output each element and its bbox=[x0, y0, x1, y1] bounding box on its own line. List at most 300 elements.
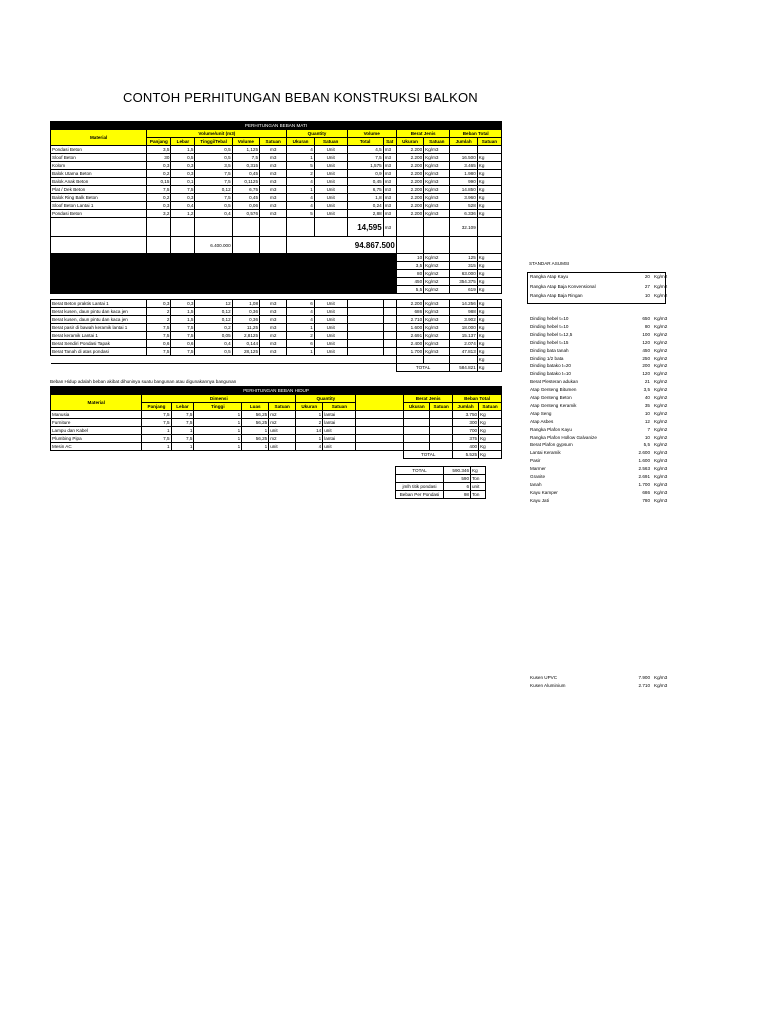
live-cell: 7,5 bbox=[171, 411, 194, 419]
dead-cell: 7,5 bbox=[171, 186, 195, 194]
live-cell: Kg bbox=[479, 427, 502, 435]
dead-cell: 0,315 bbox=[232, 162, 259, 170]
dead-cell: 0,24 bbox=[347, 202, 383, 210]
dead2-cell: 6 bbox=[287, 340, 314, 348]
dead-subheader: Ukuran bbox=[287, 138, 314, 146]
dead-cell: 0,5 bbox=[171, 154, 195, 162]
dead-cell: 3.960 bbox=[450, 194, 477, 202]
volume-total-unit: m3 bbox=[383, 218, 396, 237]
roof-cell: 450 bbox=[396, 278, 423, 286]
dead2-cell: 2 bbox=[287, 332, 314, 340]
item-name: Dinding hebel t=12,5 bbox=[530, 331, 573, 337]
item-name: Atap Seng bbox=[530, 410, 552, 416]
dead2-cell: Berat kusen, daun pintu dan kaca jen bbox=[51, 308, 147, 316]
item-value: 27 bbox=[644, 283, 650, 289]
live-cell: Kg bbox=[479, 419, 502, 427]
dead-subheader: Satuan bbox=[424, 138, 450, 146]
dead-cell: 0,4 bbox=[171, 202, 195, 210]
dead-subheader: Satuan bbox=[477, 138, 501, 146]
dead-cell: Kg bbox=[477, 186, 501, 194]
dead-cell: 0,2 bbox=[147, 170, 171, 178]
roof-cell: 354.375 bbox=[450, 278, 477, 286]
live-cell: 1 bbox=[242, 443, 269, 451]
dead-cell: m3 bbox=[383, 178, 396, 186]
dead2-cell: 0,5 bbox=[195, 348, 232, 356]
dead-total-value: 584.821 bbox=[450, 364, 477, 372]
live-subheader: Satuan bbox=[430, 403, 453, 411]
item-value: 10 bbox=[644, 293, 650, 298]
item-name: Dinding hebel t=10 bbox=[530, 316, 569, 321]
dead-cell: Unit bbox=[314, 210, 347, 218]
dead2-cell: 0,36 bbox=[232, 308, 259, 316]
dead-cell: m3 bbox=[260, 194, 287, 202]
live-cell: 14 bbox=[296, 427, 323, 435]
dead2-cell: 0,3 bbox=[147, 300, 171, 308]
summary-unit: Kg bbox=[471, 467, 486, 475]
dead-cell: Sloof Beton bbox=[51, 154, 147, 162]
item-value: 40 bbox=[644, 395, 650, 400]
dead2-cell: 4 bbox=[287, 316, 314, 324]
item-value: 1.600 bbox=[638, 458, 650, 464]
item-name: Dinding bata tanah bbox=[530, 347, 569, 353]
dead-cell: Kg/m3 bbox=[424, 154, 450, 162]
dead2-cell: 0,144 bbox=[232, 340, 259, 348]
live-row bbox=[51, 443, 502, 451]
dead-subheader: Total bbox=[347, 138, 383, 146]
dead2-cell: Unit bbox=[314, 324, 347, 332]
item-value: 250 bbox=[642, 355, 650, 361]
item-value: 7.900 bbox=[638, 675, 650, 680]
item-value: 2.710 bbox=[638, 683, 650, 688]
volume-total: 14,595 bbox=[347, 218, 383, 237]
beban-total-header: Beban Total bbox=[450, 130, 502, 138]
dead-cell: m3 bbox=[260, 170, 287, 178]
dead2-cell: 2,8125 bbox=[232, 332, 259, 340]
dead-cell: Unit bbox=[314, 202, 347, 210]
dead-subheader: Satuan bbox=[314, 138, 347, 146]
live-total-value: 5.525 bbox=[453, 451, 479, 459]
dead2-cell: 28,125 bbox=[232, 348, 259, 356]
dead-cell: m3 bbox=[383, 202, 396, 210]
item-name: Marmer bbox=[530, 466, 546, 472]
roof-row bbox=[51, 254, 502, 262]
dead-cell: 0,45 bbox=[232, 194, 259, 202]
summary-unit: unit bbox=[471, 483, 486, 491]
live-berat-jenis-header: Berat Jenis bbox=[404, 395, 453, 403]
dead-cell: Kolom bbox=[51, 162, 147, 170]
dead-cell: 1 bbox=[287, 186, 314, 194]
dead-cell: Pondasi Beton bbox=[51, 210, 147, 218]
dead-cell: 0,15 bbox=[147, 178, 171, 186]
item-unit: Kg/m2 bbox=[654, 442, 668, 448]
roof-cell: Kg/m2 bbox=[424, 278, 450, 286]
dead-cell: 0,3 bbox=[147, 202, 171, 210]
dead-cell: Unit bbox=[314, 186, 347, 194]
dead-cell: Kg bbox=[477, 154, 501, 162]
dimensi-header: Dimensi bbox=[142, 395, 296, 403]
dead2-cell: 0,36 bbox=[232, 316, 259, 324]
item-unit: Kg/m2 bbox=[654, 339, 668, 345]
live-cell: Mesin AC bbox=[51, 443, 142, 451]
dead-cell: 0,3 bbox=[171, 170, 195, 178]
item-value: 10 bbox=[644, 410, 650, 416]
dead-row bbox=[51, 146, 502, 154]
dead-cell: 4 bbox=[287, 146, 314, 154]
dead-cell: 0,45 bbox=[347, 178, 383, 186]
dead-cell: m3 bbox=[260, 178, 287, 186]
item-unit: Kg/m2 bbox=[654, 402, 668, 408]
item-unit: Kg/m2 bbox=[654, 347, 668, 353]
item-name: Berat Plesteran adukan bbox=[530, 379, 579, 385]
item-unit: Kg/m2 bbox=[654, 283, 668, 289]
dead-cell: 2 bbox=[287, 170, 314, 178]
live-cell: 1 bbox=[296, 411, 323, 419]
live-cell: 1 bbox=[171, 427, 194, 435]
item-unit: Kg/m2 bbox=[654, 426, 668, 432]
item-value: 35 bbox=[644, 402, 650, 408]
dead-cell: 6,75 bbox=[232, 186, 259, 194]
roof-cell: Kg/m2 bbox=[424, 270, 450, 278]
live-cell: 1 bbox=[194, 435, 242, 443]
dead-row2 bbox=[51, 308, 502, 316]
dead2-cell: 1,08 bbox=[232, 300, 259, 308]
dead-total-unit: Kg bbox=[477, 364, 501, 372]
dead-row2 bbox=[51, 332, 502, 340]
item-name: Rangka Plafon Kayu bbox=[530, 426, 572, 432]
live-cell: Manusia bbox=[51, 411, 142, 419]
dead-cell: 0,1125 bbox=[232, 178, 259, 186]
dead-subheader: Satuan bbox=[260, 138, 287, 146]
dead2-cell: Kg bbox=[477, 324, 501, 332]
dead2-cell: 2.691 bbox=[396, 332, 423, 340]
dead-row bbox=[51, 170, 502, 178]
live-cell: 1 bbox=[194, 419, 242, 427]
dead-cell: m3 bbox=[383, 170, 396, 178]
live-cell: 2 bbox=[296, 419, 323, 427]
item-unit: Kg/m3 bbox=[654, 683, 668, 688]
item-unit: Kg/m3 bbox=[654, 466, 668, 472]
item-value: 200 bbox=[642, 363, 650, 369]
summary-row bbox=[396, 475, 486, 483]
live-cell: 1 bbox=[296, 435, 323, 443]
dead-cell: 4 bbox=[287, 202, 314, 210]
dead2-cell: m3 bbox=[260, 348, 287, 356]
dead2-cell: 0,4 bbox=[195, 340, 232, 348]
dead-cell: 2.200 bbox=[396, 202, 423, 210]
item-unit: Kg/m3 bbox=[654, 316, 668, 321]
live-cell: 300 bbox=[453, 419, 479, 427]
dead2-cell: 4 bbox=[287, 308, 314, 316]
item-name: Dinding hebel t=10 bbox=[530, 323, 569, 329]
dead-cell: 5 bbox=[287, 162, 314, 170]
dead2-cell: m3 bbox=[260, 324, 287, 332]
roof-cell: Kg bbox=[477, 278, 501, 286]
live-cell: 56,25 bbox=[242, 435, 269, 443]
dead-cell: 7,5 bbox=[195, 194, 232, 202]
live-cell: 1 bbox=[242, 427, 269, 435]
dead-cell: 0,9 bbox=[347, 170, 383, 178]
dead-cell: 2.200 bbox=[396, 210, 423, 218]
item-name: Atap Genteng Bitumen bbox=[530, 387, 577, 393]
dead2-cell: 47.813 bbox=[450, 348, 477, 356]
live-cell: 700 bbox=[453, 427, 479, 435]
dead2-cell: 7,5 bbox=[171, 324, 195, 332]
dead-cell: 2.200 bbox=[396, 194, 423, 202]
dead-cell: m3 bbox=[260, 210, 287, 218]
dead-cell: Kg/m3 bbox=[424, 178, 450, 186]
standard-title: STANDAR ASUMSI bbox=[529, 261, 570, 266]
material-header: Material bbox=[51, 130, 147, 146]
live-cell: 7,5 bbox=[171, 419, 194, 427]
item-value: 7 bbox=[647, 426, 650, 432]
dead-cell: m3 bbox=[260, 146, 287, 154]
item-value: 120 bbox=[642, 339, 650, 345]
live-cell: lantai bbox=[323, 419, 356, 427]
live-total-unit: Kg bbox=[479, 451, 502, 459]
dead2-cell: Unit bbox=[314, 308, 347, 316]
dead2-cell: Kg/m2 bbox=[424, 332, 450, 340]
item-name: Granite bbox=[530, 474, 546, 479]
dead-cell: 6.336 bbox=[450, 210, 477, 218]
dead2-cell: Berat kusen, daun pintu dan kaca jen bbox=[51, 316, 147, 324]
dead2-cell: 1 bbox=[287, 324, 314, 332]
live-cell: 7,5 bbox=[142, 435, 171, 443]
item-value: 21 bbox=[644, 379, 650, 385]
dead2-cell: Unit bbox=[314, 300, 347, 308]
roof-cell: 125 bbox=[450, 254, 477, 262]
dead2-cell: 988 bbox=[450, 308, 477, 316]
live-cell: 1 bbox=[142, 443, 171, 451]
live-cell: 1 bbox=[171, 443, 194, 451]
dead-cell: 0,06 bbox=[232, 202, 259, 210]
dead-row bbox=[51, 154, 502, 162]
summary-row bbox=[396, 483, 486, 491]
live-cell: Lampu dan Kabel bbox=[51, 427, 142, 435]
dead-cell: 1,8 bbox=[347, 194, 383, 202]
live-cell: 1 bbox=[194, 411, 242, 419]
dead2-cell: 2.400 bbox=[396, 340, 423, 348]
live-cell: 1 bbox=[194, 427, 242, 435]
dead-cell: Kg/m3 bbox=[424, 162, 450, 170]
live-cell: 56,25 bbox=[242, 419, 269, 427]
dead-cell: Unit bbox=[314, 154, 347, 162]
summary-value: 98 bbox=[444, 491, 471, 499]
dead2-cell: 1 bbox=[287, 348, 314, 356]
live-subheader: Luas bbox=[242, 403, 269, 411]
dead-cell: Pondasi Beton bbox=[51, 146, 147, 154]
item-name: Rangka Atap Baja Ringan bbox=[530, 293, 583, 298]
dead2-cell: Kg bbox=[477, 340, 501, 348]
dead-cell: Unit bbox=[314, 178, 347, 186]
item-unit: Kg/m3 bbox=[654, 489, 668, 495]
dead-cell: 0,3 bbox=[147, 162, 171, 170]
dead-cell: 1,575 bbox=[347, 162, 383, 170]
dead-cell: m3 bbox=[383, 154, 396, 162]
dead-row bbox=[51, 194, 502, 202]
live-cell: 1 bbox=[194, 443, 242, 451]
summary-row bbox=[396, 467, 486, 475]
summary-label: TOTAL bbox=[396, 467, 444, 475]
dead2-cell: 0,05 bbox=[195, 332, 232, 340]
dead2-cell: 686 bbox=[396, 308, 423, 316]
row-price: 6.400.000 bbox=[195, 237, 232, 254]
dead-cell: 0,3 bbox=[171, 162, 195, 170]
dead-cell: 0,5 bbox=[195, 154, 232, 162]
dead-subheader: Volume bbox=[232, 138, 259, 146]
item-unit: Kg/m2 bbox=[654, 418, 668, 424]
dead-cell: 4 bbox=[287, 194, 314, 202]
item-unit: Kg/m2 bbox=[654, 331, 668, 337]
live-subheader: Satuan bbox=[479, 403, 502, 411]
live-cell: unit bbox=[323, 443, 356, 451]
live-load-note: Beban Hidup adalah beban akibat dihuninya suatu bangunan atau digunakannya bangunan bbox=[50, 379, 237, 384]
dead-cell: Unit bbox=[314, 170, 347, 178]
dead-row bbox=[51, 186, 502, 194]
dead-cell: 0,1 bbox=[171, 178, 195, 186]
dead-cell: 0,45 bbox=[232, 170, 259, 178]
item-value: 120 bbox=[642, 371, 650, 377]
live-cell: lantai bbox=[323, 435, 356, 443]
item-value: 650 bbox=[642, 316, 650, 321]
redacted-block bbox=[51, 254, 397, 294]
item-unit: Kg/m2 bbox=[654, 363, 668, 369]
roof-cell: Kg/m2 bbox=[424, 262, 450, 270]
dead2-cell: 14.256 bbox=[450, 300, 477, 308]
quantity-header: Quantity bbox=[287, 130, 347, 138]
item-unit: Kg/m2 bbox=[654, 355, 668, 361]
dead2-cell: 18.000 bbox=[450, 324, 477, 332]
live-material-header: Material bbox=[51, 395, 142, 411]
dead2-cell: m3 bbox=[260, 308, 287, 316]
live-load-header: PERHITUNGAN BEBAN HIDUP bbox=[51, 387, 502, 395]
item-value: 3,5 bbox=[643, 387, 650, 393]
summary-value: 6 bbox=[444, 483, 471, 491]
dead-subheader: Tinggi/Tebal bbox=[195, 138, 232, 146]
item-value: 1.700 bbox=[638, 481, 650, 487]
dead-load-table bbox=[50, 121, 502, 372]
dead-cell: 2.200 bbox=[396, 154, 423, 162]
summary-table bbox=[395, 466, 486, 499]
live-cell: Plumbing Pipa bbox=[51, 435, 142, 443]
dead-cell: 0,3 bbox=[171, 194, 195, 202]
dead2-cell: 0,12 bbox=[195, 308, 232, 316]
dead-cell: 6,75 bbox=[347, 186, 383, 194]
roof-cell: Kg bbox=[477, 254, 501, 262]
item-unit: Kg/m3 bbox=[654, 481, 668, 487]
dead-cell: m3 bbox=[260, 162, 287, 170]
item-name: Dinding batako t=20 bbox=[530, 363, 571, 369]
dead2-cell: 2.200 bbox=[396, 300, 423, 308]
dead2-cell: 0,3 bbox=[171, 300, 195, 308]
roof-cell: 63.000 bbox=[450, 270, 477, 278]
dead-row bbox=[51, 210, 502, 218]
dead2-cell: 1.700 bbox=[396, 348, 423, 356]
dead-row2 bbox=[51, 316, 502, 324]
dead-cell: 2.200 bbox=[396, 162, 423, 170]
beban-subtotal: 32.109 bbox=[450, 218, 477, 237]
dead-cell: 7,5 bbox=[347, 154, 383, 162]
item-unit: Kg/m2 bbox=[654, 410, 668, 416]
dead-cell: 1,5 bbox=[171, 146, 195, 154]
dead-subheader: Panjang bbox=[147, 138, 171, 146]
dead2-cell: 3.902 bbox=[450, 316, 477, 324]
live-cell: 4 bbox=[296, 443, 323, 451]
dead2-cell: Kg bbox=[477, 300, 501, 308]
item-value: 2.600 bbox=[638, 450, 650, 456]
live-total-label: TOTAL bbox=[404, 451, 453, 459]
live-cell: m2 bbox=[269, 411, 296, 419]
dead2-cell: m3 bbox=[260, 340, 287, 348]
dead2-cell: Unit bbox=[314, 348, 347, 356]
roof-cell: Kg bbox=[477, 286, 501, 294]
item-name: Kayu Jati bbox=[530, 497, 549, 503]
dead-total-label: TOTAL bbox=[396, 364, 450, 372]
dead-cell: Kg/m3 bbox=[424, 194, 450, 202]
roof-cell: 10 bbox=[396, 254, 423, 262]
dead-cell: 3.465 bbox=[450, 162, 477, 170]
dead2-cell: Kg bbox=[477, 308, 501, 316]
dead-cell: m3 bbox=[260, 186, 287, 194]
item-value: 450 bbox=[642, 347, 650, 353]
live-subheader: Jumlah bbox=[453, 403, 479, 411]
dead2-cell: 6 bbox=[287, 300, 314, 308]
dead2-cell: Kg bbox=[477, 316, 501, 324]
dead-cell: 7,5 bbox=[147, 186, 171, 194]
dead2-cell: 7,5 bbox=[147, 348, 171, 356]
dead2-cell: 12 bbox=[195, 300, 232, 308]
dead-cell: m3 bbox=[383, 162, 396, 170]
item-name: Atap Genteng Beton bbox=[530, 395, 572, 400]
item-name: Atap Genteng Keramik bbox=[530, 402, 577, 408]
dead-cell: Balok Utama Beton bbox=[51, 170, 147, 178]
dead-cell: 3,2 bbox=[147, 210, 171, 218]
item-value: 20 bbox=[644, 274, 650, 279]
dead-row bbox=[51, 162, 502, 170]
item-value: 80 bbox=[644, 323, 650, 329]
item-unit: Kg/m3 bbox=[654, 450, 668, 456]
item-name: Dinding batako t=10 bbox=[530, 371, 571, 377]
dead-cell bbox=[450, 146, 477, 154]
live-load-table bbox=[50, 386, 502, 459]
dead2-cell: Berat keramik Lantai 1 bbox=[51, 332, 147, 340]
live-cell: 7,5 bbox=[171, 435, 194, 443]
dead-cell: 7,5 bbox=[195, 178, 232, 186]
dead2-cell: 1,5 bbox=[171, 308, 195, 316]
dead-cell: Sloof Beton Lantai 1 bbox=[51, 202, 147, 210]
summary-unit: Ton bbox=[471, 475, 486, 483]
item-unit: Kg/m2 bbox=[654, 371, 668, 377]
live-cell: 7,5 bbox=[142, 419, 171, 427]
dead-cell: 3,5 bbox=[147, 146, 171, 154]
dead2-cell: 2 bbox=[147, 316, 171, 324]
live-row bbox=[51, 411, 502, 419]
item-unit: Kg/m2 bbox=[654, 293, 668, 298]
dead2-cell: 2.710 bbox=[396, 316, 423, 324]
dead-cell: 528 bbox=[450, 202, 477, 210]
live-row bbox=[51, 419, 502, 427]
summary-label: jmlh titik pondasi bbox=[396, 483, 444, 491]
dead2-cell: Berat Sendiri Pondasi Tapak bbox=[51, 340, 147, 348]
dead2-cell: 7,5 bbox=[171, 348, 195, 356]
dead2-cell: m3 bbox=[260, 300, 287, 308]
live-subheader: Ukuran bbox=[404, 403, 430, 411]
dead2-cell: Unit bbox=[314, 332, 347, 340]
dead-cell: m3 bbox=[260, 154, 287, 162]
dead-cell: 0,5 bbox=[195, 146, 232, 154]
item-value: 100 bbox=[642, 331, 650, 337]
dead-cell: 16.500 bbox=[450, 154, 477, 162]
dead-cell: Plat / Dek Beton bbox=[51, 186, 147, 194]
